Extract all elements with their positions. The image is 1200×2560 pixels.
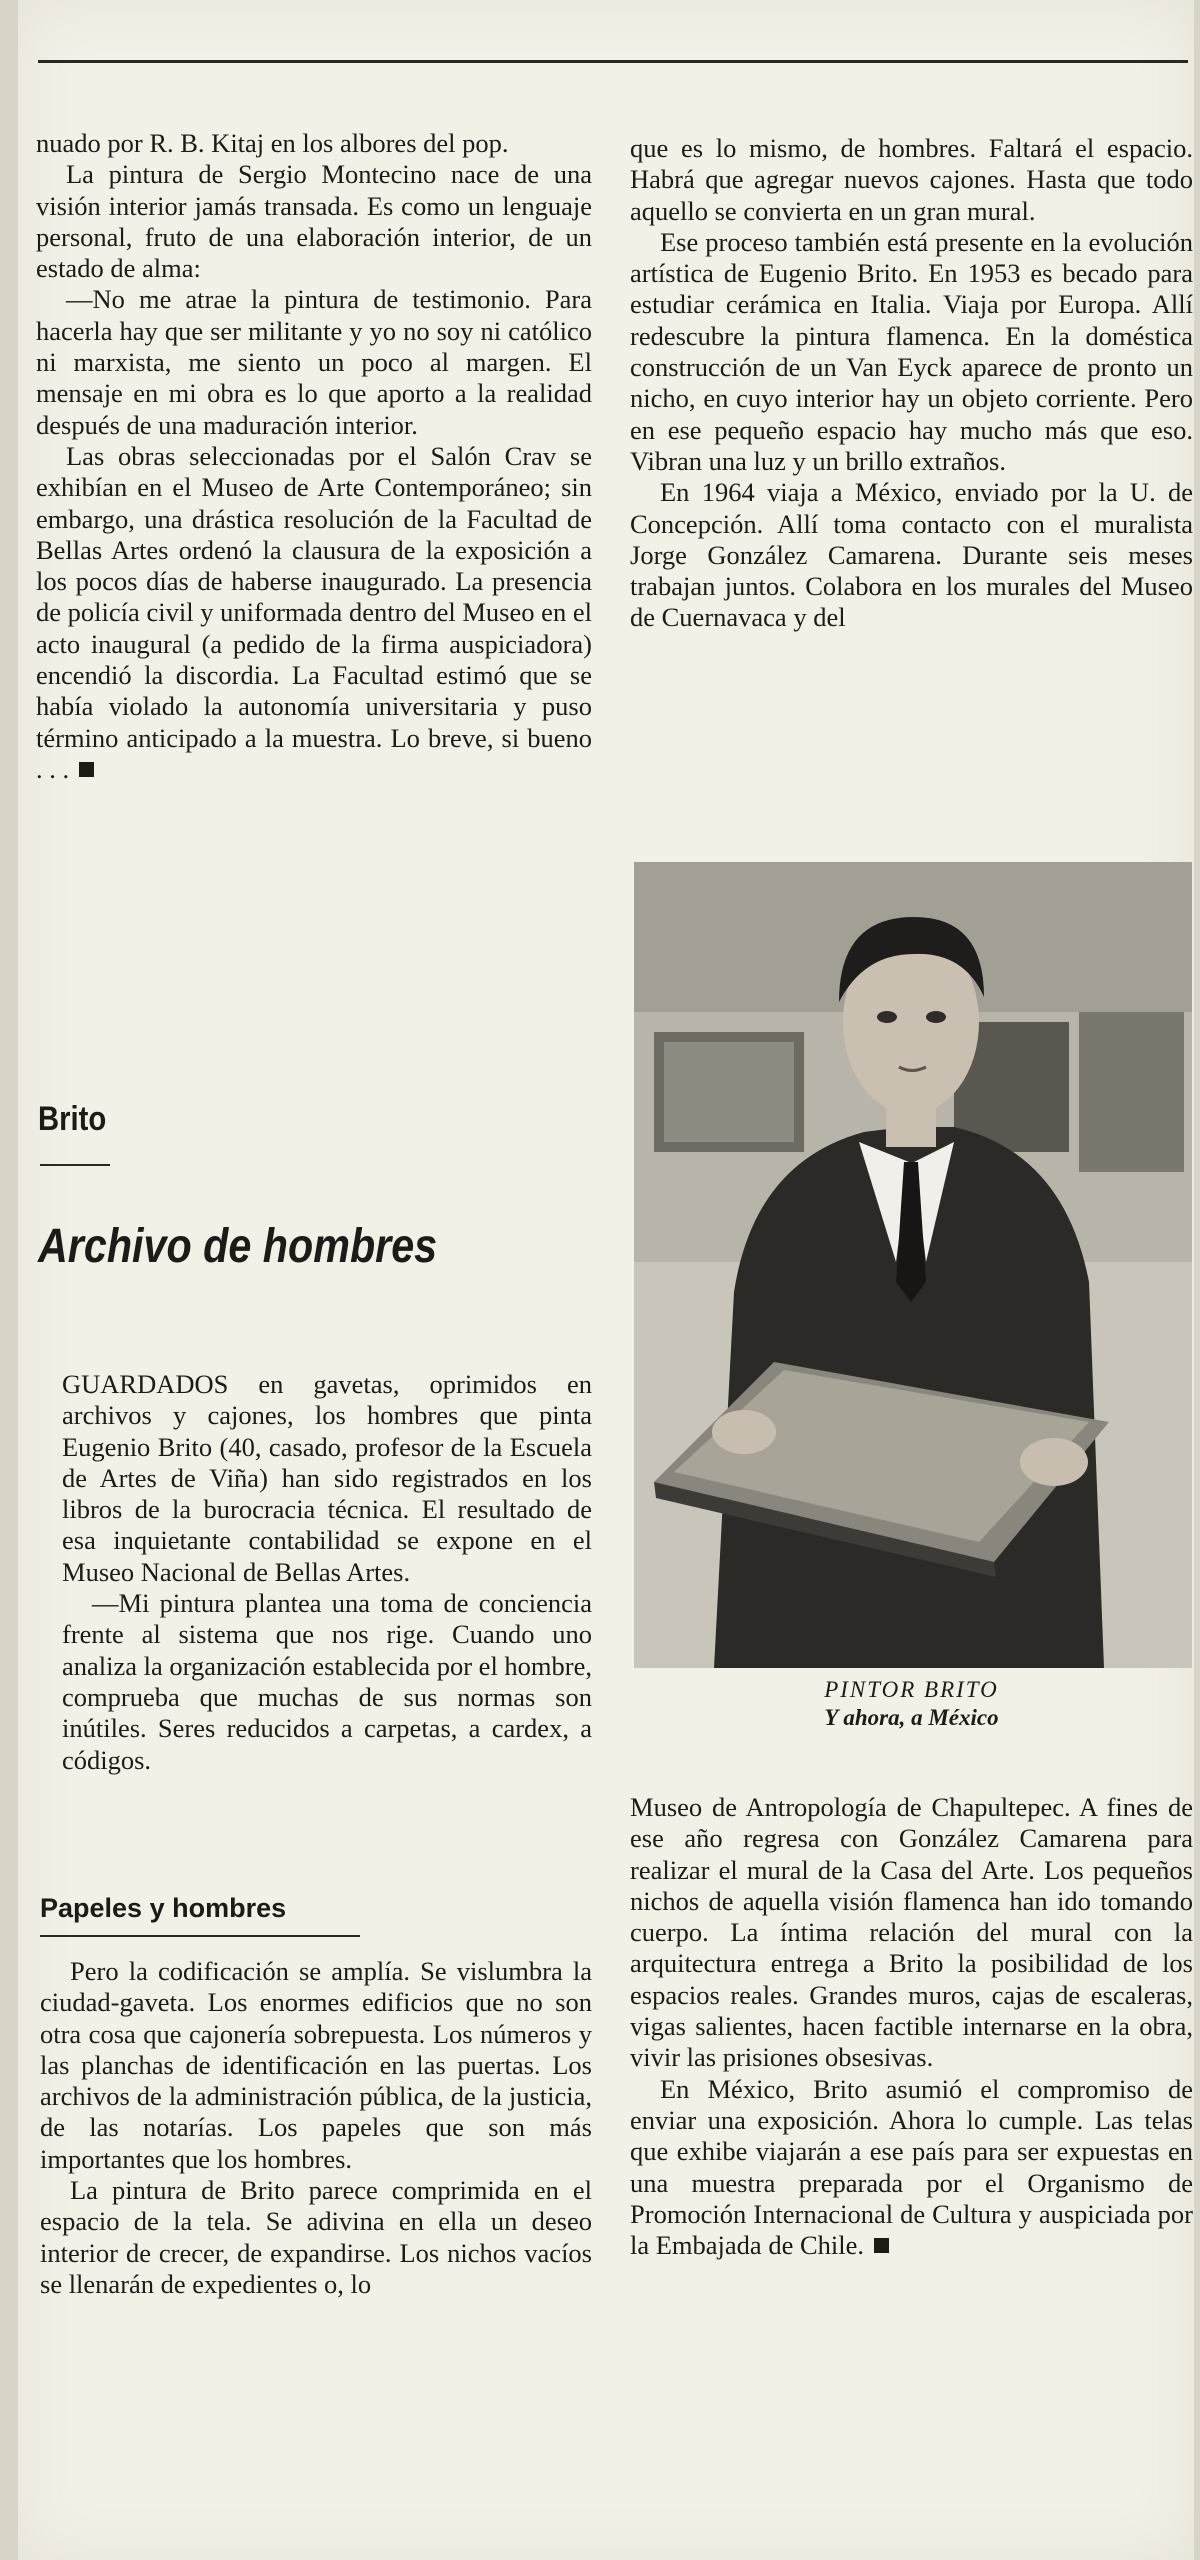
- paragraph: En 1964 viaja a México, enviado por la U. de Concepción. Allí toma contacto con el muralista Jorge González Camarena. Durante seis meses trabajan juntos. Colabora en los murales del Museo de Cuernavaca y del: [630, 477, 1193, 633]
- subheading-rule: [40, 1935, 360, 1937]
- paragraph: Pero la codificación se amplía. Se vislumbra la ciudad-gaveta. Los enormes edificios que no son otra cosa que cajonería sobrepuesta. Los números y las planchas de identificación en las puertas. Los archivos de la administración pública, de la justicia, de las notarías. Los papeles que son más importantes que los hombres.: [40, 1956, 592, 2174]
- left-column-bottom: [40, 1956, 592, 2300]
- right-column-top: [630, 133, 1193, 634]
- end-mark-icon: [874, 2238, 889, 2253]
- section-tag-rule: [40, 1164, 110, 1166]
- paragraph: GUARDADOS en gavetas, oprimidos en archivos y cajones, los hombres que pinta Eugenio Brito (40, casado, profesor de la Escuela de Artes de Viña) han sido registrados en los libros de la burocracia técnica. El resultado de esa inquietante contabilidad se expone en el Museo Nacional de Bellas Artes.: [62, 1369, 592, 1587]
- paragraph-text: En México, Brito asumió el compromiso de enviar una exposición. Ahora lo cumple. Las telas que exhibe viajarán a ese país para ser expuestas en una muestra preparada por el Organismo de Promoción Internacional de Cultura y auspiciada por la Embajada de Chile.: [630, 2073, 1193, 2261]
- top-rule: [38, 60, 1188, 63]
- photo-caption: [630, 1676, 1193, 1732]
- paragraph: La pintura de Sergio Montecino nace de una visión interior jamás transada. Es como un lenguaje personal, fruto de una elaboración interior, de un estado de alma:: [36, 159, 592, 284]
- caption-subtitle: Y ahora, a México: [824, 1705, 999, 1730]
- paragraph: [36, 441, 592, 785]
- portrait-illustration: [634, 862, 1192, 1668]
- portrait-photo: [634, 862, 1192, 1668]
- left-column-middle: [62, 1369, 592, 1776]
- paragraph: [630, 2074, 1193, 2262]
- magazine-page: [18, 0, 1194, 2560]
- section-tag: Brito: [38, 1100, 107, 1138]
- end-mark-icon: [79, 762, 94, 777]
- paragraph: —Mi pintura plantea una toma de conciencia frente al sistema que nos rige. Cuando uno analiza la organización establecida por el hombre, comprueba que muchas de sus normas son inútiles. Seres reducidos a carpetas, a cardex, a códigos.: [62, 1588, 592, 1775]
- paragraph-text: Las obras seleccionadas por el Salón Crav se exhibían en el Museo de Arte Contemporáneo; sin embargo, una drástica resolución de la Facultad de Bellas Artes ordenó la clausura de la exposición a los pocos días de haberse inaugurado. La presencia de policía civil y uniformada dentro del Museo en el acto inaugural (a pedido de la firma auspiciadora) encendió la discordia. La Facultad estimó que se había violado la autonomía universitaria y puso término anticipado a la muestra. Lo breve, si bueno . . .: [36, 440, 592, 784]
- paragraph: Museo de Antropología de Chapultepec. A fines de ese año regresa con González Camarena para realizar el mural de la Casa del Arte. Los pequeños nichos de aquella visión flamenca han ido tomando cuerpo. La íntima relación del mural con la arquitectura entrega a Brito la posibilidad de los espacios reales. Grandes muros, cajas de escaleras, vigas salientes, hacen factible internarse en la obra, vivir las prisiones obsesivas.: [630, 1792, 1193, 2073]
- left-column-top: [36, 128, 592, 785]
- caption-title: PINTOR BRITO: [824, 1677, 999, 1702]
- subheading: Papeles y hombres: [40, 1893, 287, 1923]
- paragraph: La pintura de Brito parece comprimida en el espacio de la tela. Se adivina en ella un deseo interior de crecer, de expandirse. Los nichos vacíos se llenarán de expedientes o, lo: [40, 2175, 592, 2299]
- paragraph: nuado por R. B. Kitaj en los albores del pop.: [36, 128, 509, 158]
- article-headline: Archivo de hombres: [38, 1220, 438, 1273]
- right-column-bottom: [630, 1792, 1193, 2261]
- paragraph: que es lo mismo, de hombres. Faltará el espacio. Habrá que agregar nuevos cajones. Hasta que todo aquello se convierta en un gran mural.: [630, 133, 1193, 226]
- paragraph: Ese proceso también está presente en la evolución artística de Eugenio Brito. En 1953 es becado para estudiar cerámica en Italia. Viaja por Europa. Allí redescubre la pintura flamenca. En la doméstica construcción de un Van Eyck aparece de pronto un nicho, en cuyo interior hay un objeto corriente. Pero en ese pequeño espacio hay mucho más que eso. Vibran una luz y un brillo extraños.: [630, 226, 1193, 476]
- paragraph: —No me atrae la pintura de testimonio. Para hacerla hay que ser militante y yo no soy ni católico ni marxista, me siento un poco al margen. El mensaje en mi obra es lo que aporto a la realidad después de una maduración interior.: [36, 284, 592, 440]
